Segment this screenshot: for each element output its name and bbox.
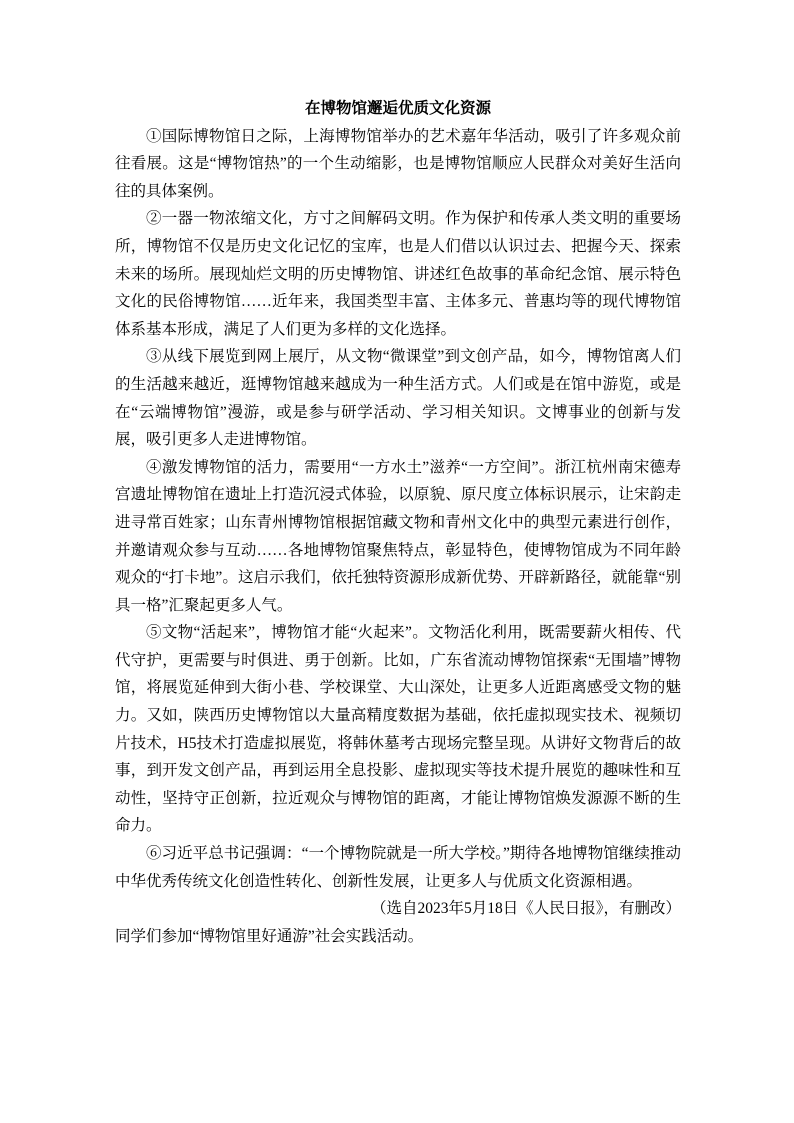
footer-line: 同学们参加“博物馆里好通游”社会实践活动。	[115, 927, 424, 945]
paragraph-6: ⑥习近平总书记强调：“一个博物院就是一所大学校。”期待各地博物馆继续推动中华优秀传统文化创造性转化、创新性发展，让更多人与优质文化资源相遇。	[115, 845, 681, 890]
paragraph-3: ③从线下展览到网上展厅，从文物“微课堂”到文创产品，如今，博物馆离人们的生活越来越近，逛博物馆越来越成为一种生活方式。人们或是在馆中游览，或是在“云端博物馆”漫游，或是参与研学活动、学习相关知识。文博事业的创新与发展，吸引更多人走进博物馆。	[115, 348, 681, 449]
paragraph-4: ④激发博物馆的活力，需要用“一方水土”滋养“一方空间”。浙江杭州南宋德寿宫遗址博物馆在遗址上打造沉浸式体验，以原貌、原尺度立体标识展示，让宋韵走进寻常百姓家；山东青州博物馆根据馆藏文物和青州文化中的典型元素进行创作，并邀请观众参与互动……各地博物馆聚焦特点，彰显特色，使博物馆成为不同年龄观众的“打卡地”。这启示我们，依托独特资源形成新优势、开辟新路径，就能靠“别具一格”汇聚起更多人气。	[115, 458, 681, 614]
paragraph-1: ①国际博物馆日之际，上海博物馆举办的艺术嘉年华活动，吸引了许多观众前往看展。这是“博物馆热”的一个生动缩影，也是博物馆顺应人民群众对美好生活向往的具体案例。	[115, 127, 681, 200]
source-attribution: （选自2023年5月18日《人民日报》，有删改）	[370, 900, 681, 918]
page-title: 在博物馆邂逅优质文化资源	[304, 100, 491, 117]
paragraph-5: ⑤文物“活起来”，博物馆才能“火起来”。文物活化利用，既需要薪火相传、代代守护，更需要与时俱进、勇于创新。比如，广东省流动博物馆探索“无围墙”博物馆，将展览延伸到大街小巷、学校课堂、大山深处，让更多人近距离感受文物的魅力。又如，陕西历史博物馆以大量高精度数据为基础，依托虚拟现实技术、视频切片技术，H5技术打造虚拟展览，将韩休墓考古现场完整呈现。从讲好文物背后的故事，到开发文创产品，再到运用全息投影、虚拟现实等技术提升展览的趣味性和互动性，坚持守正创新，拉近观众与博物馆的距离，才能让博物馆焕发源源不断的生命力。	[115, 624, 681, 835]
paragraph-2: ②一器一物浓缩文化，方寸之间解码文明。作为保护和传承人类文明的重要场所，博物馆不仅是历史文化记忆的宝库，也是人们借以认识过去、把握今天、探索未来的场所。展现灿烂文明的历史博物馆、讲述红色故事的革命纪念馆、展示特色文化的民俗博物馆……近年来，我国类型丰富、主体多元、普惠均等的现代博物馆体系基本形成，满足了人们更为多样的文化选择。	[115, 210, 681, 338]
